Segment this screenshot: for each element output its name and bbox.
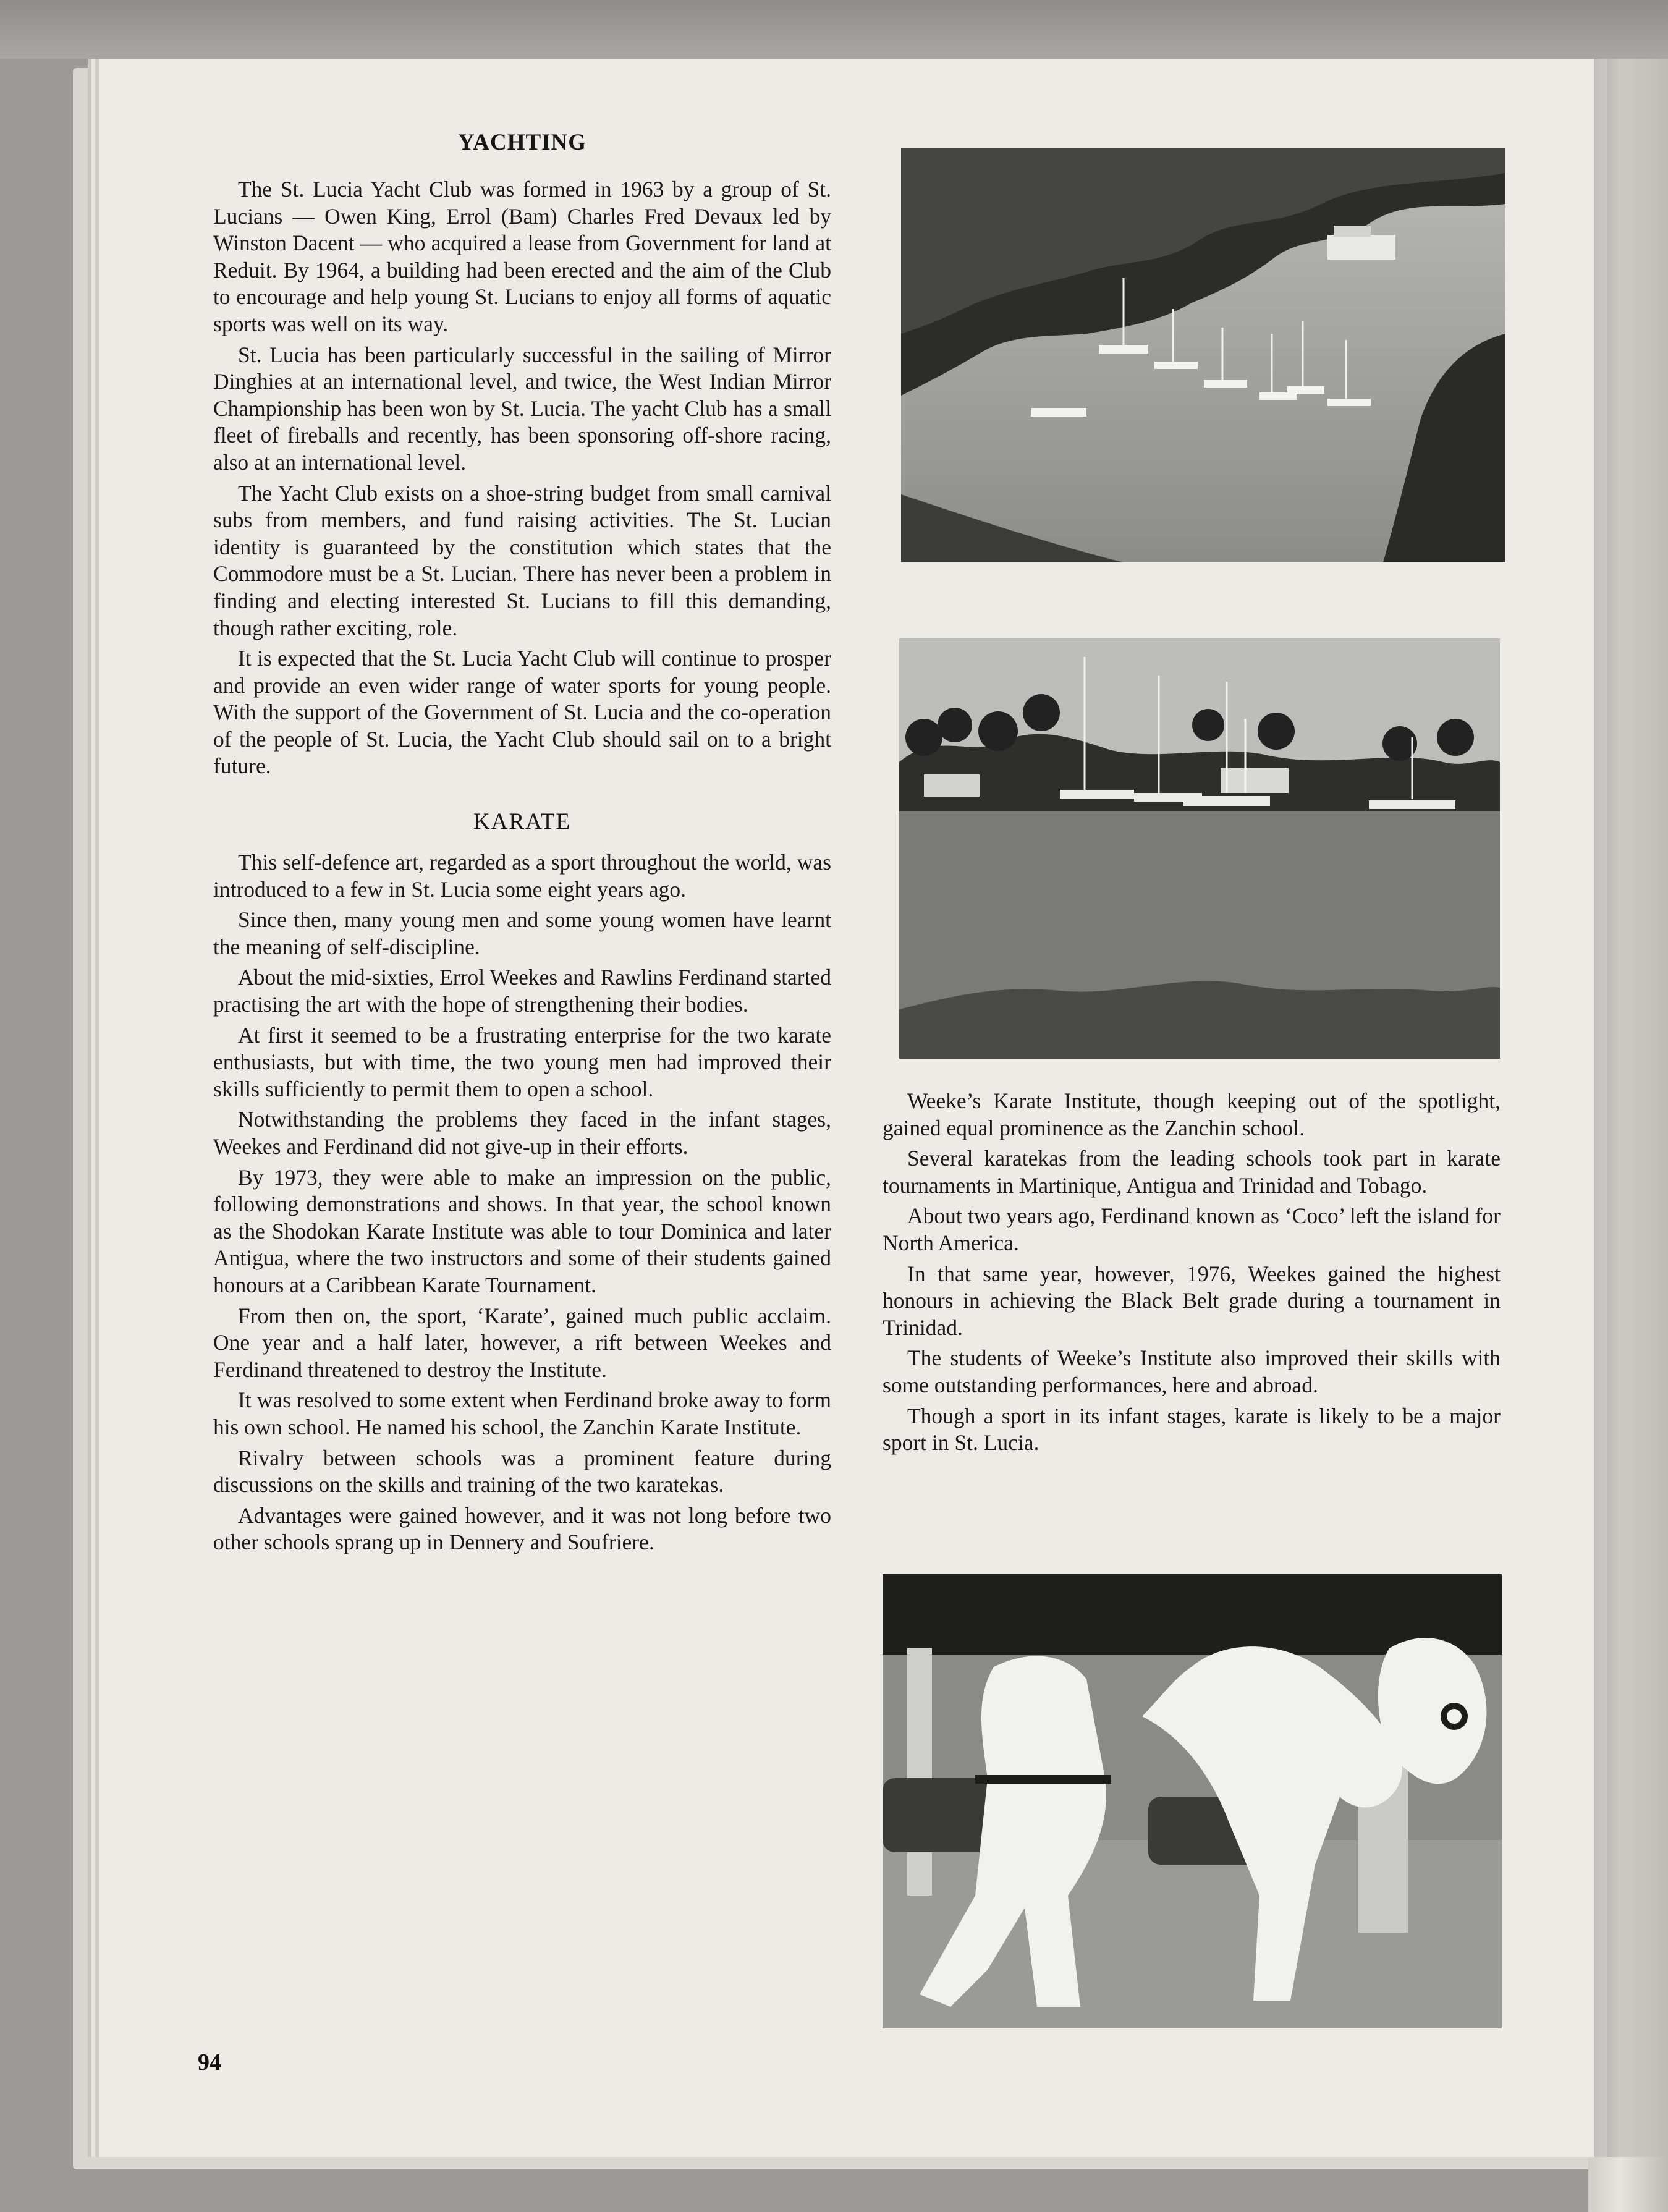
karate-paragraph: Rivalry between schools was a prominent feature during discussions on the skills and training of the two karatekas. [213,1445,831,1498]
karate-sparring-photo [883,1574,1502,2028]
karate-paragraph: Several karatekas from the leading schools took part in karate tournaments in Martinique, Antigua and Trinidad and Tobago. [883,1146,1501,1198]
karate-paragraph: Since then, many young men and some young women have learnt the meaning of self-discipline. [213,907,831,959]
karate-paragraph: About two years ago, Ferdinand known as ‘Coco’ left the island for North America. [883,1203,1501,1255]
scan-background-top [0,0,1668,59]
yachting-paragraph: The Yacht Club exists on a shoe-string budget from small carnival subs from members, and fund raising activities. The St. Lucian identity is guaranteed by the constitution which states that the Commodore must be a St. Lucian. There has never been a problem in finding and electing interested St. Lucians to fill this demanding, though rather exciting, role. [213,480,831,640]
karate-paragraph: Though a sport in its infant stages, karate is likely to be a major sport in St. Lucia. [883,1403,1501,1456]
karate-heading: KARATE [473,809,571,835]
karate-paragraph: Advantages were gained however, and it was not long before two other schools sprang up in Dennery and Soufriere. [213,1502,831,1555]
karate-paragraph: In that same year, however, 1976, Weekes gained the highest honours in achieving the Black Belt grade during a tournament in Trinidad. [883,1261,1501,1340]
left-column [213,127,831,1560]
karate-paragraph: About the mid-sixties, Errol Weekes and Rawlins Ferdinand started practising the art with the hope of strengthening their bodies. [213,965,831,1017]
karate-paragraph: Weeke’s Karate Institute, though keeping out of the spotlight, gained equal prominence as the Zanchin school. [883,1088,1501,1140]
karate-paragraph: At first it seemed to be a frustrating enterprise for the two karate enthusiasts, but with time, the two young men had improved their skills sufficiently to permit them to open a school. [213,1022,831,1101]
marina-yachts-photo [899,638,1500,1059]
right-column [883,1088,1501,1460]
karate-paragraph: This self-defence art, regarded as a sport throughout the world, was introduced to a few in St. Lucia some eight years ago. [213,850,831,902]
karate-paragraph: From then on, the sport, ‘Karate’, gained much public acclaim. One year and a half later, however, a rift between Weekes and Ferdinand threatened to destroy the Institute. [213,1303,831,1382]
harbour-aerial-photo [901,148,1505,562]
karate-paragraph: It was resolved to some extent when Ferdinand broke away to form his own school. He named his school, the Zanchin Karate Institute. [213,1388,831,1439]
page-number: 94 [198,2049,221,2075]
yachting-heading: YACHTING [457,130,587,155]
yachting-paragraph: The St. Lucia Yacht Club was formed in 1963 by a group of St. Lucians — Owen King, Errol (Bam) Charles Fred Devaux led by Winston Dacent — who acquired a lease from Government for land at Reduit. By 1964, a building had been erected and the aim of the Club to encourage and help young St. Lucians to enjoy all forms of aquatic sports was well on its way. [213,177,831,336]
karate-paragraph: Notwithstanding the problems they faced in the infant stages, Weekes and Ferdinand did not give-up in their efforts. [213,1107,831,1159]
yachting-paragraph: St. Lucia has been particularly successful in the sailing of Mirror Dinghies at an international level, and twice, the West Indian Mirror Championship has been won by St. Lucia. The yacht Club has a small fleet of fireballs and recently, has been sponsoring off-shore racing, also at an international level. [213,342,831,475]
karate-paragraph: The students of Weeke’s Institute also improved their skills with some outstanding performances, here and abroad. [883,1345,1501,1397]
karate-paragraph: By 1973, they were able to make an impression on the public, following demonstrations and shows. In that year, the school known as the Shodokan Karate Institute was able to tour Dominica and later Antigua, where the two instructors and some of their students gained honours at a Caribbean Karate Tournament. [213,1164,831,1297]
yachting-paragraph: It is expected that the St. Lucia Yacht Club will continue to prosper and provide an even wider range of water sports for young people. With the support of the Government of St. Lucia and the co-operation of the people of St. Lucia, the Yacht Club should sail on to a bright future. [213,646,831,779]
page-curl-shadow [1594,59,1668,2157]
